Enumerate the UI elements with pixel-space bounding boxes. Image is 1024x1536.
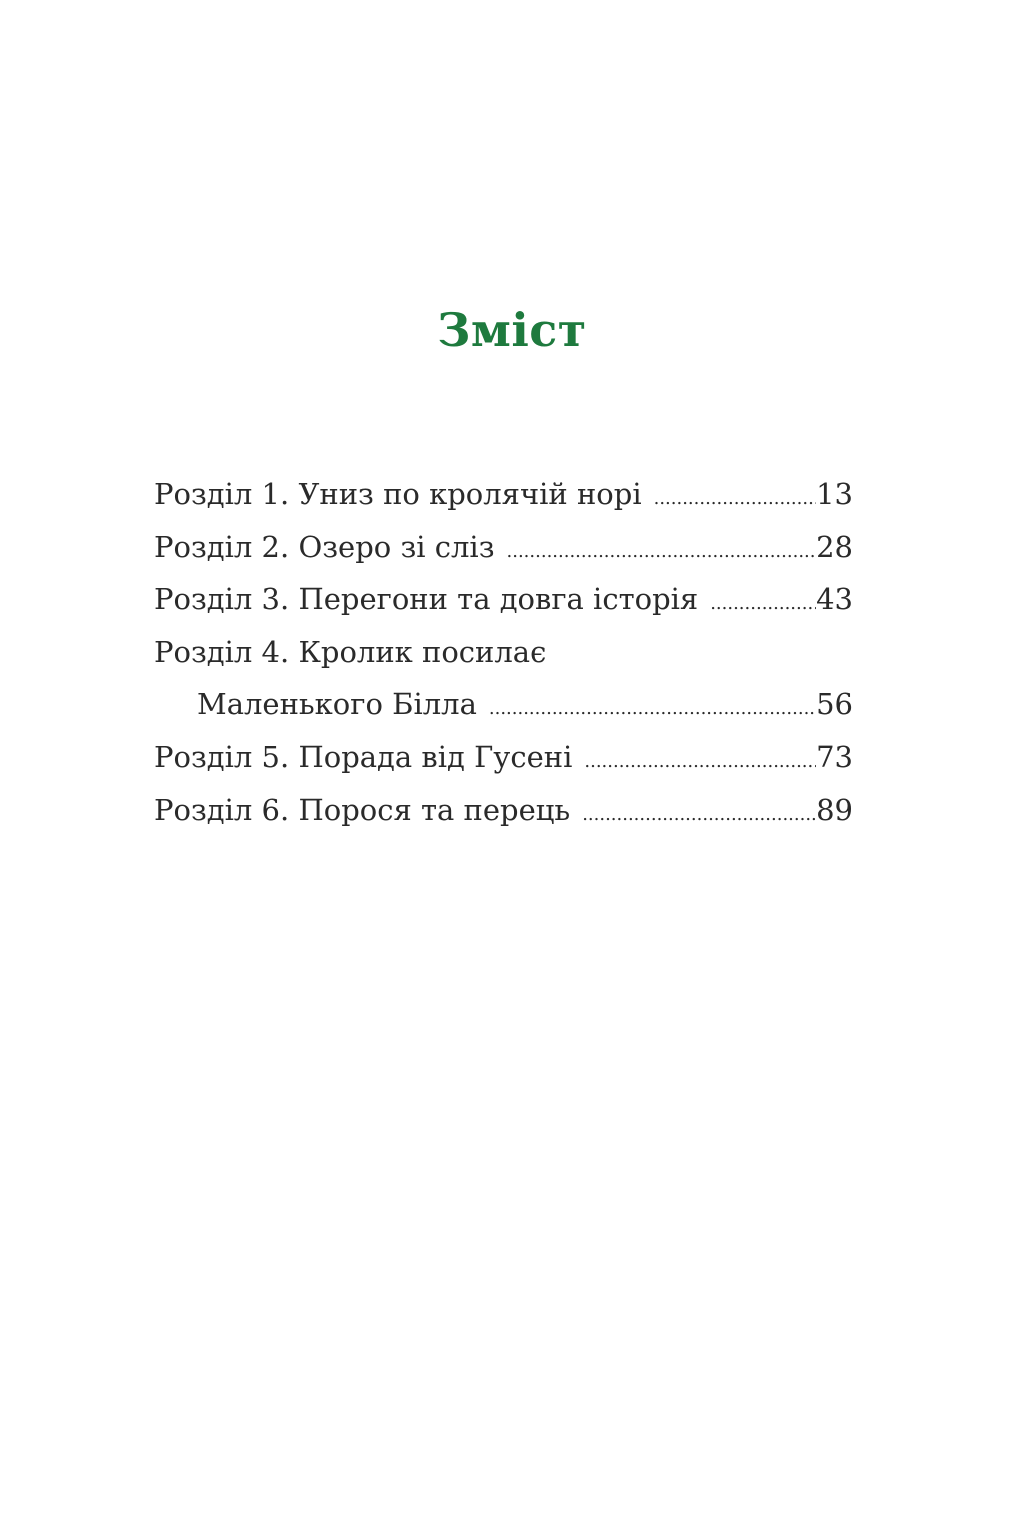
- toc-entry-first-line[interactable]: [154, 626, 853, 679]
- toc-entry-label: Маленького Білла: [197, 687, 477, 722]
- toc-dot-leader: [507, 526, 817, 579]
- toc-dot-leader: [489, 683, 816, 736]
- toc-entry-label: Розділ 3. Перегони та довга історія: [154, 582, 699, 617]
- toc-entry-label: Розділ 5. Порада від Гусені: [154, 739, 573, 774]
- toc-page-number: 73: [816, 739, 853, 774]
- toc-dot-leader: [584, 736, 816, 789]
- toc-entry-label: Розділ 1. Униз по кролячій норі: [154, 477, 642, 511]
- toc-dot-leader: [654, 473, 817, 526]
- page-title: Зміст: [437, 303, 587, 357]
- toc-entry-label: Розділ 4. Кролик посилає: [154, 634, 547, 669]
- toc-dot-leader: [710, 578, 816, 631]
- toc-entry[interactable]: [154, 784, 853, 837]
- toc-page-number: 43: [816, 582, 853, 617]
- toc-page-number: 13: [816, 477, 853, 511]
- table-of-contents: [154, 468, 853, 836]
- toc-entry[interactable]: [154, 731, 853, 784]
- toc-entry[interactable]: [154, 468, 853, 521]
- toc-page-number: 89: [816, 792, 853, 827]
- toc-dot-leader: [582, 789, 816, 842]
- toc-entry-continuation[interactable]: [154, 678, 853, 731]
- toc-entry-label: Розділ 2. Озеро зі сліз: [154, 529, 495, 564]
- toc-page-number: 28: [816, 529, 853, 564]
- toc-entry[interactable]: [154, 521, 853, 574]
- toc-entry[interactable]: [154, 573, 853, 626]
- toc-entry-label: Розділ 6. Порося та перець: [154, 792, 571, 827]
- toc-page-number: 56: [816, 687, 853, 722]
